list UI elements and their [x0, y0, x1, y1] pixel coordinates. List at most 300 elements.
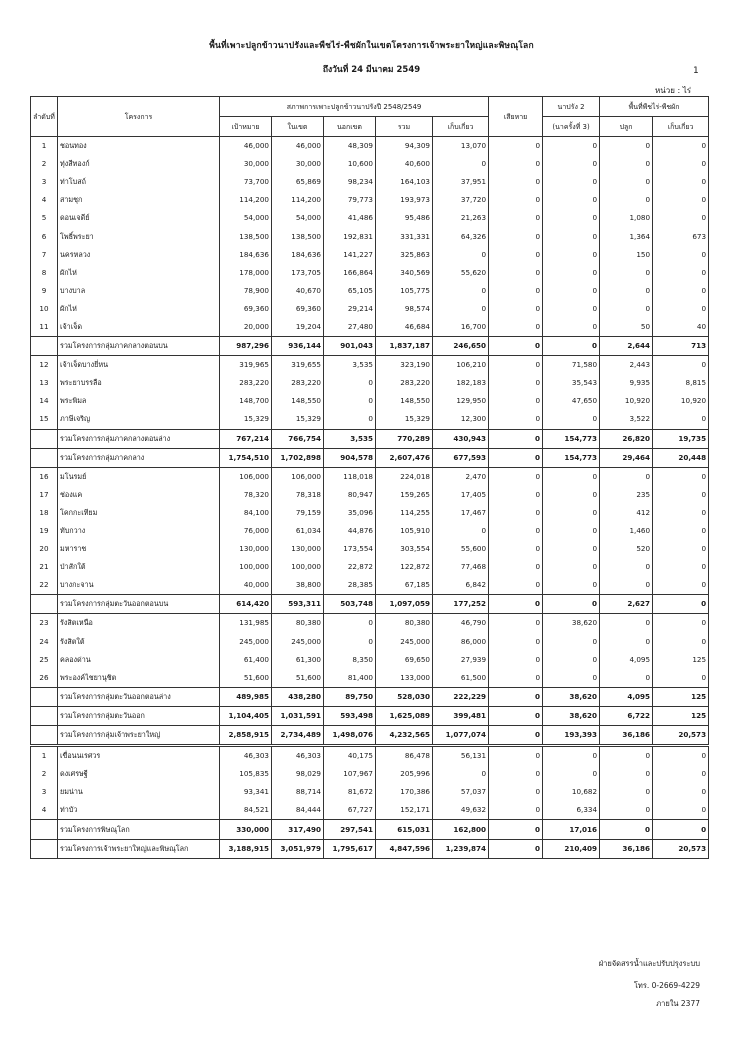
cell-collected: 0 [653, 669, 709, 688]
cell-harvest: 57,037 [433, 783, 489, 801]
cell-in-zone: 15,329 [272, 410, 324, 429]
cell-plant: 4,095 [600, 651, 653, 669]
cell-plant: 0 [600, 173, 653, 191]
cell-in-zone: 79,159 [272, 504, 324, 522]
table-row [31, 801, 709, 820]
cell-damaged: 0 [489, 209, 543, 227]
cell-out-zone: 0 [324, 392, 376, 410]
cell-damaged: 0 [489, 522, 543, 540]
cell-in-zone: 30,000 [272, 155, 324, 173]
header-no: ลำดับที่ [31, 97, 58, 137]
cell-collected: 0 [653, 467, 709, 486]
cell-out-zone: 81,400 [324, 669, 376, 688]
cell-damaged: 0 [489, 356, 543, 375]
cell-target: 76,000 [220, 522, 272, 540]
cell-second-crop: 0 [543, 173, 600, 191]
cell-second-crop: 71,580 [543, 356, 600, 375]
cell-harvest: 677,593 [433, 448, 489, 467]
project-name: คลองด่าน [58, 651, 220, 669]
table-row [31, 746, 709, 766]
cell-target: 130,000 [220, 540, 272, 558]
summary-row [31, 337, 709, 356]
cell-total: 95,486 [376, 209, 433, 227]
table-row [31, 410, 709, 429]
row-number [31, 429, 58, 448]
cell-plant: 1,364 [600, 227, 653, 245]
project-name: ยมน่าน [58, 783, 220, 801]
cell-damaged: 0 [489, 651, 543, 669]
footer-department: ฝ่ายจัดสรรน้ำและปรับปรุงระบบ [598, 959, 700, 968]
cell-collected: 0 [653, 356, 709, 375]
project-name: รวมโครงการพิษณุโลก [58, 820, 220, 839]
project-name: พระพิมล [58, 392, 220, 410]
cell-second-crop: 38,620 [543, 614, 600, 633]
cell-in-zone: 40,670 [272, 282, 324, 300]
cell-in-zone: 98,029 [272, 765, 324, 783]
cell-harvest: 106,210 [433, 356, 489, 375]
cell-total: 303,554 [376, 540, 433, 558]
summary-row [31, 839, 709, 858]
cell-in-zone: 438,280 [272, 687, 324, 706]
project-name: รวมโครงการกลุ่มภาคกลาง [58, 448, 220, 467]
cell-plant: 0 [600, 282, 653, 300]
project-name: ผักไห่ [58, 264, 220, 282]
cell-collected: 8,815 [653, 374, 709, 392]
cell-total: 122,872 [376, 558, 433, 576]
cell-total: 105,775 [376, 282, 433, 300]
cell-target: 61,400 [220, 651, 272, 669]
cell-total: 114,255 [376, 504, 433, 522]
table-row [31, 392, 709, 410]
cell-second-crop: 193,393 [543, 726, 600, 746]
row-number [31, 839, 58, 858]
cell-harvest: 27,939 [433, 651, 489, 669]
cell-plant: 2,644 [600, 337, 653, 356]
cell-total: 98,574 [376, 300, 433, 318]
document-date: ถึงวันที่ 24 มีนาคม 2549 [322, 65, 421, 75]
cell-total: 283,220 [376, 374, 433, 392]
cell-collected: 0 [653, 595, 709, 614]
row-number: 1 [31, 746, 58, 766]
cell-out-zone: 297,541 [324, 820, 376, 839]
cell-out-zone: 3,535 [324, 356, 376, 375]
cell-target: 78,320 [220, 486, 272, 504]
project-name: รวมโครงการกลุ่มตะวันออก [58, 706, 220, 725]
cell-target: 105,835 [220, 765, 272, 783]
cell-second-crop: 154,773 [543, 448, 600, 467]
cell-target: 1,104,405 [220, 706, 272, 725]
cell-plant: 0 [600, 558, 653, 576]
cell-out-zone: 1,498,076 [324, 726, 376, 746]
cell-in-zone: 936,144 [272, 337, 324, 356]
cell-in-zone: 138,500 [272, 227, 324, 245]
project-name: ชอนทอง [58, 137, 220, 156]
cell-collected: 0 [653, 540, 709, 558]
cell-in-zone: 78,318 [272, 486, 324, 504]
row-number: 13 [31, 374, 58, 392]
cell-second-crop: 0 [543, 191, 600, 209]
cell-target: 2,858,915 [220, 726, 272, 746]
cell-collected: 0 [653, 137, 709, 156]
cell-target: 54,000 [220, 209, 272, 227]
cell-collected: 0 [653, 173, 709, 191]
cell-plant: 235 [600, 486, 653, 504]
cell-damaged: 0 [489, 486, 543, 504]
cell-collected: 0 [653, 486, 709, 504]
summary-row [31, 429, 709, 448]
row-number: 18 [31, 504, 58, 522]
cell-in-zone: 593,311 [272, 595, 324, 614]
row-number: 3 [31, 173, 58, 191]
project-name: รวมโครงการกลุ่มภาคกลางตอนบน [58, 337, 220, 356]
row-number: 11 [31, 318, 58, 337]
cell-harvest: 177,252 [433, 595, 489, 614]
cell-harvest: 1,077,074 [433, 726, 489, 746]
cell-out-zone: 40,175 [324, 746, 376, 766]
table-row [31, 467, 709, 486]
cell-in-zone: 283,220 [272, 374, 324, 392]
table-row [31, 300, 709, 318]
cell-target: 131,985 [220, 614, 272, 633]
cell-target: 20,000 [220, 318, 272, 337]
cell-second-crop: 0 [543, 246, 600, 264]
cell-target: 51,600 [220, 669, 272, 688]
cell-total: 1,625,089 [376, 706, 433, 725]
cell-plant: 0 [600, 137, 653, 156]
cell-collected: 125 [653, 687, 709, 706]
cell-plant: 6,722 [600, 706, 653, 725]
cell-out-zone: 3,535 [324, 429, 376, 448]
project-name: สามชุก [58, 191, 220, 209]
cell-damaged: 0 [489, 173, 543, 191]
cell-out-zone: 80,947 [324, 486, 376, 504]
cell-plant: 0 [600, 191, 653, 209]
row-number: 22 [31, 576, 58, 595]
cell-plant: 29,464 [600, 448, 653, 467]
project-name: ป่าสักใต้ [58, 558, 220, 576]
cell-in-zone: 766,754 [272, 429, 324, 448]
cell-harvest: 399,481 [433, 706, 489, 725]
cell-collected: 0 [653, 246, 709, 264]
cell-target: 148,700 [220, 392, 272, 410]
row-number: 25 [31, 651, 58, 669]
cell-out-zone: 904,578 [324, 448, 376, 467]
cell-target: 767,214 [220, 429, 272, 448]
cell-damaged: 0 [489, 504, 543, 522]
row-number: 16 [31, 467, 58, 486]
cell-plant: 26,820 [600, 429, 653, 448]
cell-plant: 150 [600, 246, 653, 264]
project-name: โคกกะเทียม [58, 504, 220, 522]
cell-in-zone: 88,714 [272, 783, 324, 801]
row-number: 9 [31, 282, 58, 300]
cell-total: 2,607,476 [376, 448, 433, 467]
cell-damaged: 0 [489, 706, 543, 725]
cell-collected: 125 [653, 651, 709, 669]
header-damaged: เสียหาย [489, 97, 543, 137]
row-number: 12 [31, 356, 58, 375]
cell-total: 331,331 [376, 227, 433, 245]
project-name: ดงเศรษฐี [58, 765, 220, 783]
cell-target: 184,636 [220, 246, 272, 264]
cell-collected: 0 [653, 410, 709, 429]
cell-total: 170,386 [376, 783, 433, 801]
cell-harvest: 162,800 [433, 820, 489, 839]
table-row [31, 374, 709, 392]
cell-collected: 0 [653, 746, 709, 766]
row-number [31, 726, 58, 746]
cell-out-zone: 192,831 [324, 227, 376, 245]
row-number: 23 [31, 614, 58, 633]
cell-damaged: 0 [489, 726, 543, 746]
cell-plant: 0 [600, 669, 653, 688]
project-name: พระองค์ไชยานุชิต [58, 669, 220, 688]
table-row [31, 783, 709, 801]
header-total: รวม [376, 117, 433, 137]
cell-plant: 520 [600, 540, 653, 558]
cell-in-zone: 61,300 [272, 651, 324, 669]
cell-damaged: 0 [489, 448, 543, 467]
cell-total: 1,097,059 [376, 595, 433, 614]
cell-harvest: 86,000 [433, 633, 489, 651]
cell-second-crop: 0 [543, 486, 600, 504]
cell-harvest: 0 [433, 300, 489, 318]
cell-plant: 1,460 [600, 522, 653, 540]
cell-collected: 0 [653, 504, 709, 522]
header-in-zone: ในเขต [272, 117, 324, 137]
cell-plant: 50 [600, 318, 653, 337]
cell-second-crop: 10,682 [543, 783, 600, 801]
table-row [31, 318, 709, 337]
cell-collected: 19,735 [653, 429, 709, 448]
cell-harvest: 222,229 [433, 687, 489, 706]
cell-plant: 1,080 [600, 209, 653, 227]
cell-total: 159,265 [376, 486, 433, 504]
cell-total: 340,569 [376, 264, 433, 282]
cell-damaged: 0 [489, 429, 543, 448]
cell-plant: 9,935 [600, 374, 653, 392]
cell-collected: 0 [653, 209, 709, 227]
cell-out-zone: 65,105 [324, 282, 376, 300]
cell-target: 40,000 [220, 576, 272, 595]
cell-second-crop: 0 [543, 282, 600, 300]
cell-plant: 2,443 [600, 356, 653, 375]
cell-total: 80,380 [376, 614, 433, 633]
cell-target: 46,303 [220, 746, 272, 766]
table-row [31, 191, 709, 209]
cell-in-zone: 1,031,591 [272, 706, 324, 725]
header-second-crop-sub: (นาครั้งที่ 3) [543, 117, 600, 137]
project-name: โพธิ์พระยา [58, 227, 220, 245]
cell-total: 67,185 [376, 576, 433, 595]
cell-collected: 40 [653, 318, 709, 337]
cell-out-zone: 0 [324, 633, 376, 651]
cell-out-zone: 98,234 [324, 173, 376, 191]
cell-damaged: 0 [489, 374, 543, 392]
cell-harvest: 49,632 [433, 801, 489, 820]
cell-plant: 0 [600, 300, 653, 318]
cell-damaged: 0 [489, 337, 543, 356]
table-body [31, 137, 709, 859]
row-number: 5 [31, 209, 58, 227]
project-name: บางกะจาน [58, 576, 220, 595]
cell-collected: 20,448 [653, 448, 709, 467]
cell-total: 133,000 [376, 669, 433, 688]
cell-in-zone: 54,000 [272, 209, 324, 227]
cell-plant: 4,095 [600, 687, 653, 706]
cell-target: 106,000 [220, 467, 272, 486]
cell-plant: 0 [600, 467, 653, 486]
project-name: รังสิตใต้ [58, 633, 220, 651]
project-name: เขื่อนนเรศวร [58, 746, 220, 766]
cell-out-zone: 89,750 [324, 687, 376, 706]
cell-out-zone: 44,876 [324, 522, 376, 540]
table-row [31, 651, 709, 669]
cell-total: 152,171 [376, 801, 433, 820]
cell-collected: 0 [653, 282, 709, 300]
cell-second-crop: 0 [543, 410, 600, 429]
cell-plant: 10,920 [600, 392, 653, 410]
cell-second-crop: 0 [543, 576, 600, 595]
cell-total: 164,103 [376, 173, 433, 191]
cell-second-crop: 0 [543, 300, 600, 318]
cell-total: 86,478 [376, 746, 433, 766]
cell-harvest: 46,790 [433, 614, 489, 633]
cell-in-zone: 245,000 [272, 633, 324, 651]
cell-total: 770,289 [376, 429, 433, 448]
table-row [31, 246, 709, 264]
row-number: 21 [31, 558, 58, 576]
project-name: รวมโครงการเจ้าพระยาใหญ่และพิษณุโลก [58, 839, 220, 858]
table-row [31, 209, 709, 227]
cell-damaged: 0 [489, 410, 543, 429]
cell-out-zone: 67,727 [324, 801, 376, 820]
cell-collected: 125 [653, 706, 709, 725]
table-row [31, 669, 709, 688]
project-name: รวมโครงการกลุ่มเจ้าพระยาใหญ่ [58, 726, 220, 746]
cell-harvest: 1,239,874 [433, 839, 489, 858]
cell-damaged: 0 [489, 820, 543, 839]
row-number: 19 [31, 522, 58, 540]
row-number: 20 [31, 540, 58, 558]
cell-harvest: 16,700 [433, 318, 489, 337]
cell-out-zone: 29,214 [324, 300, 376, 318]
cell-target: 283,220 [220, 374, 272, 392]
row-number: 26 [31, 669, 58, 688]
cell-target: 30,000 [220, 155, 272, 173]
cell-damaged: 0 [489, 264, 543, 282]
cell-in-zone: 61,034 [272, 522, 324, 540]
cell-collected: 20,573 [653, 839, 709, 858]
document-title: พื้นที่เพาะปลูกข้าวนาปรังและพืชไร่-พืชผักในเขตโครงการเจ้าพระยาใหญ่และพิษณุโลก [209, 41, 534, 51]
cell-target: 330,000 [220, 820, 272, 839]
cell-second-crop: 0 [543, 227, 600, 245]
cell-in-zone: 317,490 [272, 820, 324, 839]
cell-damaged: 0 [489, 467, 543, 486]
cell-in-zone: 69,360 [272, 300, 324, 318]
cell-total: 323,190 [376, 356, 433, 375]
cell-target: 78,900 [220, 282, 272, 300]
table-row [31, 227, 709, 245]
cell-total: 148,550 [376, 392, 433, 410]
cell-in-zone: 80,380 [272, 614, 324, 633]
cell-target: 245,000 [220, 633, 272, 651]
project-name: รวมโครงการกลุ่มตะวันออกตอนล่าง [58, 687, 220, 706]
cell-collected: 713 [653, 337, 709, 356]
cell-harvest: 55,620 [433, 264, 489, 282]
cell-total: 224,018 [376, 467, 433, 486]
cell-damaged: 0 [489, 191, 543, 209]
header-field-crops-group: พื้นที่พืชไร่-พืชผัก [600, 97, 709, 117]
row-number: 17 [31, 486, 58, 504]
cell-in-zone: 65,869 [272, 173, 324, 191]
cell-out-zone: 27,480 [324, 318, 376, 337]
cell-damaged: 0 [489, 155, 543, 173]
row-number: 2 [31, 765, 58, 783]
cell-damaged: 0 [489, 246, 543, 264]
cell-out-zone: 173,554 [324, 540, 376, 558]
cell-damaged: 0 [489, 227, 543, 245]
cell-harvest: 0 [433, 155, 489, 173]
cell-second-crop: 0 [543, 746, 600, 766]
project-name: รังสิตเหนือ [58, 614, 220, 633]
header-project: โครงการ [58, 97, 220, 137]
table-row [31, 540, 709, 558]
cell-second-crop: 0 [543, 595, 600, 614]
row-number: 4 [31, 801, 58, 820]
cell-second-crop: 0 [543, 264, 600, 282]
project-name: รวมโครงการกลุ่มภาคกลางตอนล่าง [58, 429, 220, 448]
cell-damaged: 0 [489, 783, 543, 801]
project-name: นครหลวง [58, 246, 220, 264]
cell-second-crop: 0 [543, 318, 600, 337]
row-number: 3 [31, 783, 58, 801]
cell-target: 84,100 [220, 504, 272, 522]
cell-harvest: 0 [433, 765, 489, 783]
cell-plant: 0 [600, 765, 653, 783]
project-name: ภาษีเจริญ [58, 410, 220, 429]
cell-harvest: 17,467 [433, 504, 489, 522]
cell-damaged: 0 [489, 839, 543, 858]
cell-out-zone: 1,795,617 [324, 839, 376, 858]
row-number: 6 [31, 227, 58, 245]
project-name: มหาราช [58, 540, 220, 558]
cell-out-zone: 48,309 [324, 137, 376, 156]
cell-plant: 0 [600, 783, 653, 801]
cell-plant: 0 [600, 614, 653, 633]
cell-in-zone: 148,550 [272, 392, 324, 410]
cell-second-crop: 0 [543, 137, 600, 156]
cell-in-zone: 319,655 [272, 356, 324, 375]
cell-in-zone: 106,000 [272, 467, 324, 486]
cell-plant: 0 [600, 746, 653, 766]
cell-out-zone: 81,672 [324, 783, 376, 801]
cell-out-zone: 0 [324, 410, 376, 429]
cell-second-crop: 35,543 [543, 374, 600, 392]
cell-in-zone: 46,303 [272, 746, 324, 766]
cell-second-crop: 6,334 [543, 801, 600, 820]
cell-in-zone: 38,800 [272, 576, 324, 595]
cell-harvest: 129,950 [433, 392, 489, 410]
cell-collected: 0 [653, 614, 709, 633]
project-name: ท่าบัว [58, 801, 220, 820]
cell-damaged: 0 [489, 540, 543, 558]
unit-label: หน่วย : ไร่ [655, 86, 692, 95]
cell-total: 528,030 [376, 687, 433, 706]
cell-total: 105,910 [376, 522, 433, 540]
cell-out-zone: 22,872 [324, 558, 376, 576]
cell-harvest: 13,070 [433, 137, 489, 156]
